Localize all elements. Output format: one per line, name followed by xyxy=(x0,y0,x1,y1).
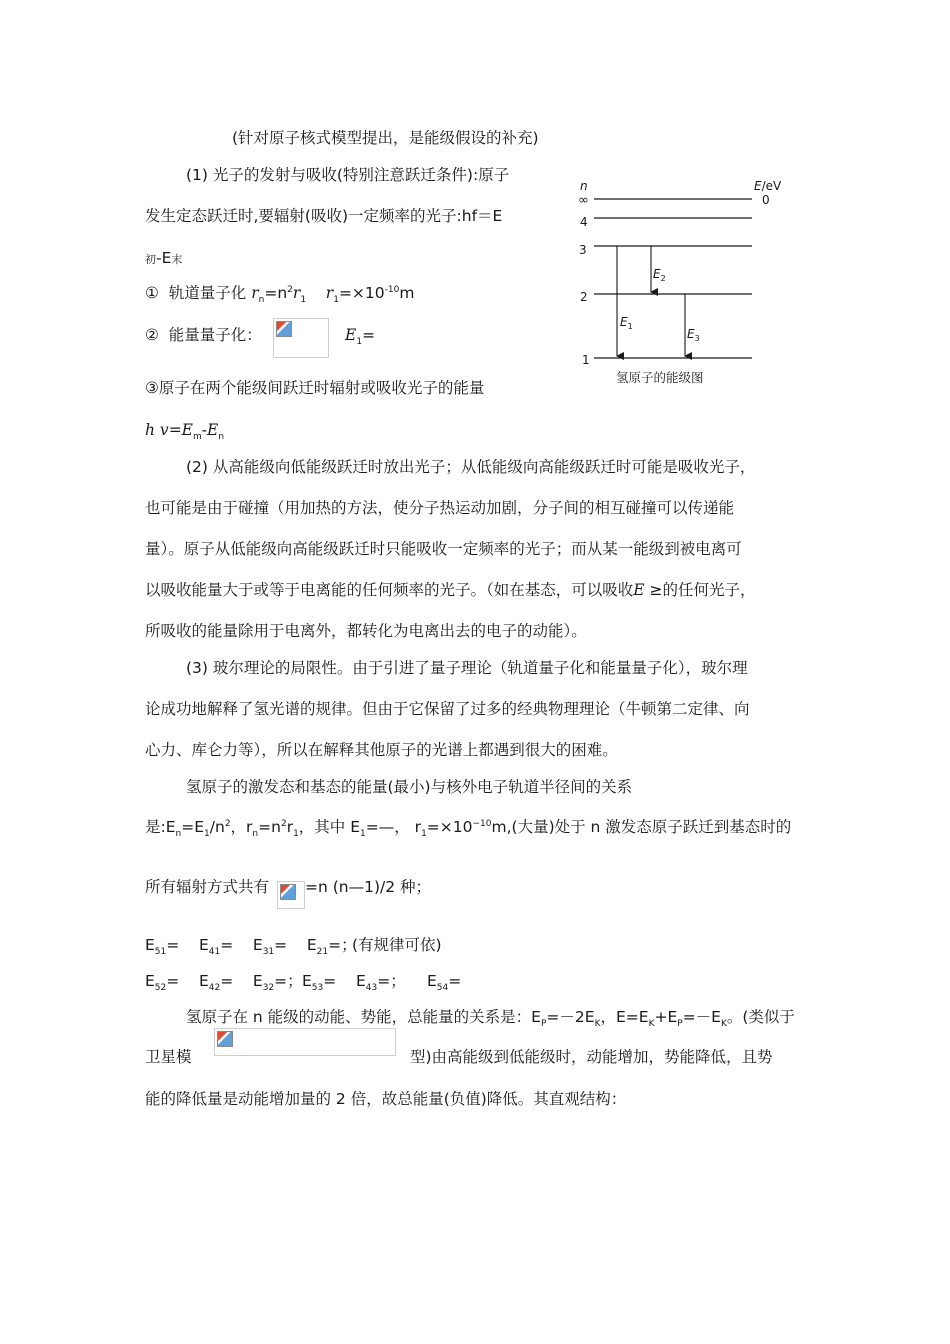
e21: $E_{21}=$； xyxy=(306,936,357,958)
p3-line1: (3) 玻尔理论的局限性。由于引进了量子理论（轨道量子化和能量量子化），玻尔理 xyxy=(186,659,748,677)
item2-energy-quantization xyxy=(145,325,262,345)
minus-e: -E xyxy=(156,249,172,267)
r1-symbol: r xyxy=(325,284,334,302)
p5-line1 xyxy=(186,1007,795,1030)
p5-f: 。(类似于 xyxy=(726,1008,795,1026)
p4-h: =—， r xyxy=(365,818,422,836)
hydrogen-energy-level-diagram xyxy=(574,176,782,391)
r1-exponent: -10 xyxy=(384,284,400,295)
p2-e-symbol: E xyxy=(633,581,645,599)
r-eq: =n xyxy=(264,284,288,302)
e-axis-label: E/eV xyxy=(754,179,782,193)
h-nu-formula xyxy=(145,420,225,443)
broken-image-icon xyxy=(280,884,296,900)
p4-s1: 1 xyxy=(204,829,210,840)
energy-list-row-2a xyxy=(145,971,303,994)
p4-line3-a: 所有辐射方式共有 xyxy=(145,878,270,896)
p3-line3: 心力、库仑力等），所以在解释其他原子的光谱上都遇到很大的困难。 xyxy=(145,741,618,759)
header-note: (针对原子核式模型提出，是能级假设的补充) xyxy=(232,129,539,147)
e51: $E_{51}=$ xyxy=(145,936,185,958)
p4-i: =×10 xyxy=(426,818,473,836)
p5-k3: K xyxy=(720,1019,727,1030)
e1-eq: = xyxy=(362,326,376,344)
p2-line5: 所吸收的能量除用于电离外，都转化为电离出去的电子的动能）。 xyxy=(145,622,587,640)
formula-image-satellite xyxy=(214,1028,396,1056)
p4-sq2: 2 xyxy=(280,818,287,829)
p5-line2-b: 型)由高能级到低能级时，动能增加，势能降低，且势 xyxy=(410,1048,773,1066)
e32: $E_{32}=$； xyxy=(252,972,303,994)
item2-marker: ② xyxy=(145,326,159,344)
r1-value: =×10 xyxy=(338,284,385,302)
diagram-caption: 氢原子的能级图 xyxy=(616,370,704,385)
p4-e: =n xyxy=(258,818,281,836)
p4-s2: 1 xyxy=(293,829,299,840)
p4-line3-b: =n (n—1)/2 种； xyxy=(305,878,432,896)
e43: $E_{43}=$； xyxy=(355,972,406,994)
p5-p2: P xyxy=(677,1019,683,1030)
p5-d: +E xyxy=(654,1008,678,1026)
energy-list-row-1 xyxy=(145,935,357,958)
p2-line4-b: ≥的任何光子， xyxy=(649,581,756,599)
r-symbol: r xyxy=(251,284,259,302)
p5-k2: K xyxy=(648,1019,655,1030)
level-label-inf: ∞ xyxy=(578,193,589,208)
p4-d: ，r xyxy=(230,818,253,836)
h-symbol: h xyxy=(145,421,155,439)
item2-label: 能量量子化： xyxy=(168,326,262,344)
n-axis-label: n xyxy=(580,179,588,193)
final-subscript: 末 xyxy=(171,253,183,266)
p5-b: =－2E xyxy=(546,1008,595,1026)
item3-transition-energy: ③原子在两个能级间跃迁时辐射或吸收光子的能量 xyxy=(145,379,485,397)
p4-c: /n xyxy=(209,818,225,836)
level-label-3: 3 xyxy=(579,243,587,257)
p4-s4: 1 xyxy=(421,829,427,840)
transition-label-e3: $E_3$ xyxy=(687,327,700,343)
r-sub-1: 1 xyxy=(300,295,307,306)
e41: $E_{41}=$ xyxy=(198,936,239,958)
p4-n2: n xyxy=(252,829,259,840)
p5-e: =－E xyxy=(682,1008,721,1026)
p5-c: ，E=E xyxy=(600,1008,649,1026)
nu-symbol: v xyxy=(159,421,169,439)
p5-a: 氢原子在 n 能级的动能、势能，总能量的关系是：E xyxy=(186,1008,541,1026)
energy-list-note: (有规律可依) xyxy=(352,936,442,954)
r1-sub: 1 xyxy=(333,295,339,306)
p3-line2: 论成功地解释了氢光谱的规律。但由于它保留了过多的经典物理理论（牛顿第二定律、向 xyxy=(145,700,750,718)
r-sub-n: n xyxy=(258,295,265,306)
level-value-inf: 0 xyxy=(762,193,770,207)
p2-line3: 量）。原子从低能级向高能级跃迁时只能吸收一定频率的光子；而从某一能级到被电离可 xyxy=(145,540,742,558)
level-label-2: 2 xyxy=(580,290,588,304)
r1-unit: m xyxy=(399,284,415,302)
p1-line1: (1) 光子的发射与吸收(特别注意跃迁条件):原子 xyxy=(186,166,510,184)
level-label-1: 1 xyxy=(582,353,590,367)
formula-image-energy xyxy=(273,318,329,358)
level-label-4: 4 xyxy=(580,215,588,229)
p2-line1: (2) 从高能级向低能级跃迁时放出光子；从低能级向高能级跃迁时可能是吸收光子， xyxy=(186,458,756,476)
p5-p1: P xyxy=(540,1019,547,1030)
p4-f: r xyxy=(286,818,294,836)
p4-s3: 1 xyxy=(360,829,366,840)
p4-a: 是:E xyxy=(145,818,176,836)
formula-image-combination xyxy=(277,881,305,909)
e1-sub: 1 xyxy=(356,337,363,348)
p4-exp: −10 xyxy=(472,818,492,829)
en-symbol: -E xyxy=(201,421,219,439)
energy-list-row-2b xyxy=(302,971,406,994)
p4-sq1: 2 xyxy=(224,818,231,829)
p4-j: m,(大量)处于 n 激发态原子跃迁到基态时的 xyxy=(491,818,792,836)
p2-line2: 也可能是由于碰撞（用加热的方法，使分子热运动加剧，分子间的相互碰撞可以传递能 xyxy=(145,499,735,517)
p1-line2: 发生定态跃迁时,要辐射(吸收)一定频率的光子:hf＝E xyxy=(145,207,503,225)
n-square: 2 xyxy=(287,284,293,295)
e1-symbol: E xyxy=(345,326,357,344)
p5-line3: 能的降低量是动能增加量的 2 倍，故总能量(负值)降低。其直观结构： xyxy=(145,1090,627,1108)
transition-label-e1: $E_1$ xyxy=(620,315,633,331)
p2-line4 xyxy=(145,580,756,600)
transition-label-e2: $E_2$ xyxy=(653,267,666,283)
e52: $E_{52}=$ xyxy=(145,972,185,994)
p4-b: =E xyxy=(181,818,205,836)
item1-marker: ① xyxy=(145,284,159,302)
e1-equals xyxy=(345,325,376,348)
broken-image-icon xyxy=(276,321,292,337)
p5-line2-a: 卫星模 xyxy=(145,1048,192,1066)
initial-subscript: 初 xyxy=(145,253,156,266)
r-symbol-2: r xyxy=(292,284,301,302)
item1-label: 轨道量子化 xyxy=(168,284,247,302)
en-sub: n xyxy=(218,432,225,443)
p2-line4-a: 以吸收能量大于或等于电离能的任何频率的光子。（如在基态，可以吸收 xyxy=(145,581,634,599)
e53: $E_{53}=$ xyxy=(302,972,342,994)
e54: $E_{54}=$ xyxy=(427,972,462,994)
p5-k1: K xyxy=(594,1019,601,1030)
em-symbol: =E xyxy=(168,421,193,439)
p4-g: ，其中 E xyxy=(298,818,361,836)
em-sub: m xyxy=(193,432,202,443)
p4-line2 xyxy=(145,817,792,840)
p1-line3 xyxy=(145,248,182,270)
e42: $E_{42}=$ xyxy=(198,972,239,994)
energy-list-row-2c xyxy=(427,971,462,994)
broken-image-icon xyxy=(217,1031,233,1047)
item1-orbit-quantization xyxy=(145,283,415,306)
p4-n1: n xyxy=(175,829,182,840)
e31: $E_{31}=$ xyxy=(252,936,293,958)
p4-line1: 氢原子的激发态和基态的能量(最小)与核外电子轨道半径间的关系 xyxy=(186,778,633,796)
